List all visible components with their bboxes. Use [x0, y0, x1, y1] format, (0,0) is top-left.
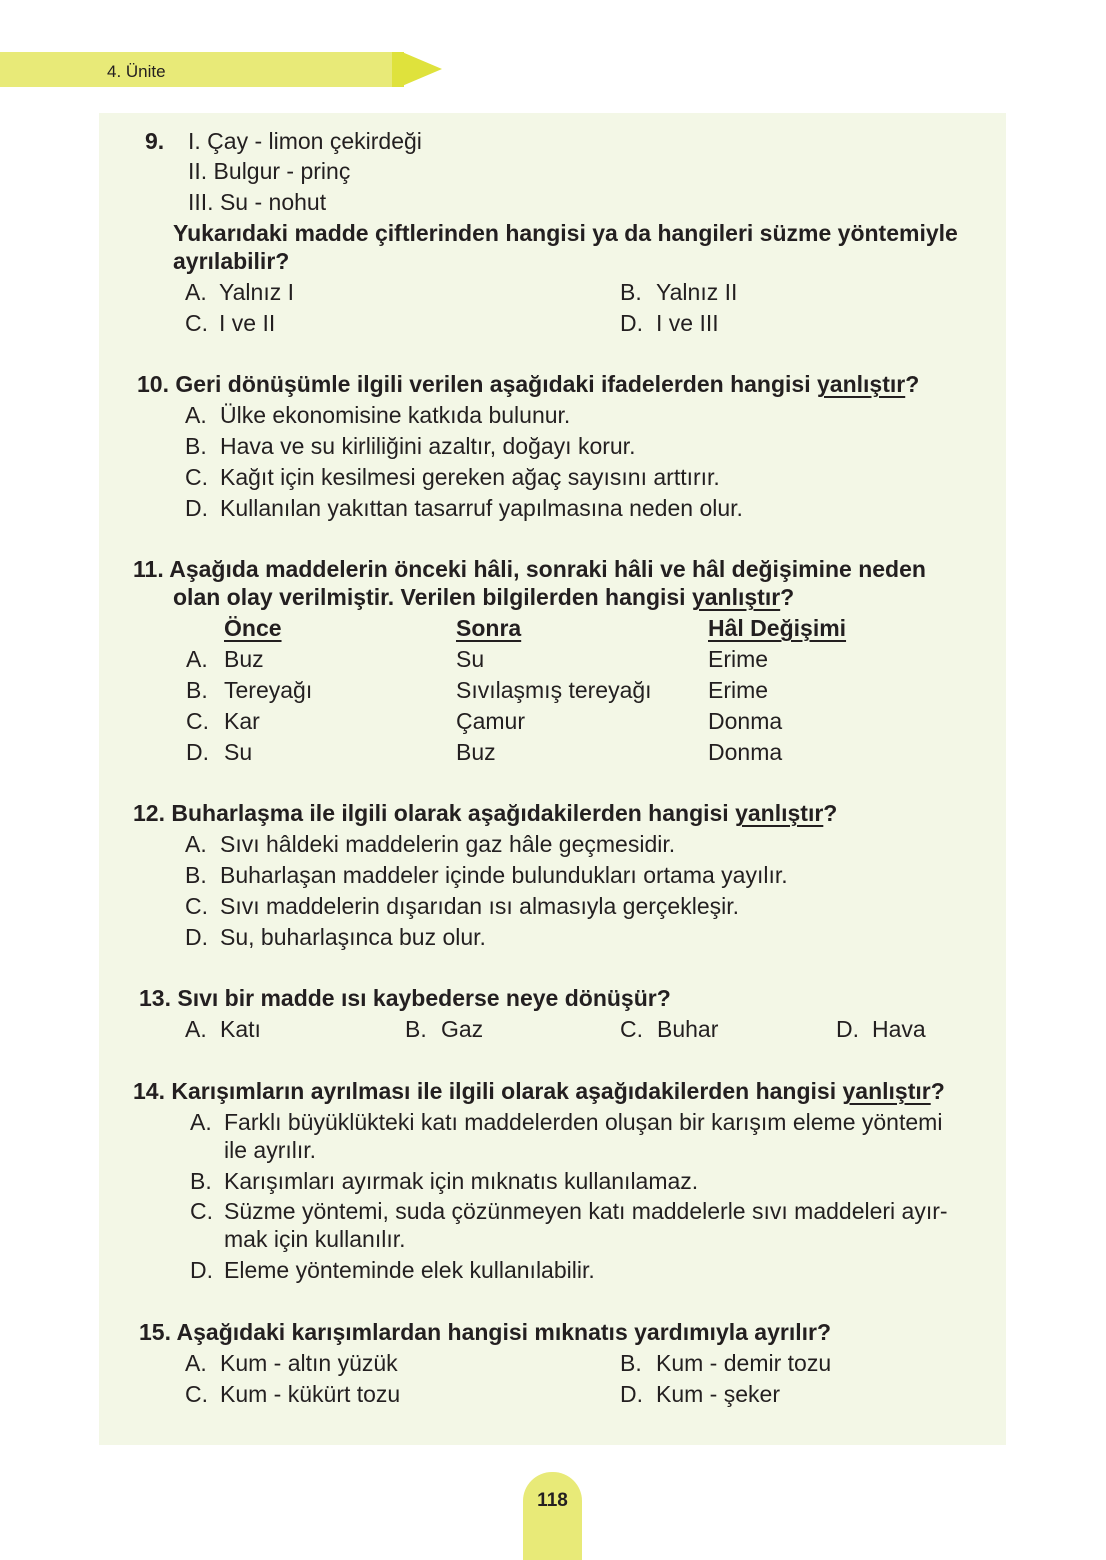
- cell: Su: [224, 739, 253, 765]
- option-letter: D.: [620, 310, 643, 336]
- question-text-main: 14. Karışımların ayrılması ile ilgili olarak aşağıdakilerden hangisi: [133, 1078, 843, 1104]
- option-b[interactable]: Karışımları ayırmak için mıknatıs kullanılamaz.: [224, 1168, 699, 1194]
- option-letter: A.: [185, 831, 207, 857]
- option-c[interactable]: Kum - kükürt tozu: [220, 1381, 401, 1407]
- option-d[interactable]: Eleme yönteminde elek kullanılabilir.: [224, 1257, 595, 1283]
- question-mark: ?: [930, 1078, 945, 1104]
- cell: Donma: [708, 739, 783, 765]
- emphasis-word: yanlıştır: [842, 1078, 931, 1104]
- cell: Su: [456, 646, 485, 672]
- question-text: [133, 1078, 945, 1104]
- option-letter: B.: [190, 1168, 212, 1194]
- option-c[interactable]: I ve II: [219, 310, 276, 336]
- option-letter: B.: [185, 862, 207, 888]
- cell: Erime: [708, 646, 769, 672]
- item: II. Bulgur - prinç: [188, 158, 351, 184]
- option-letter: D.: [190, 1257, 213, 1283]
- option-c-continued[interactable]: mak için kullanılır.: [224, 1226, 406, 1252]
- option-c[interactable]: Süzme yöntemi, suda çözünmeyen katı maddelerle sıvı maddeleri ayır-: [224, 1198, 948, 1224]
- question-text: 13. Sıvı bir madde ısı kaybederse neye dönüşür?: [139, 985, 671, 1011]
- option-a[interactable]: Katı: [220, 1016, 261, 1042]
- emphasis-word: yanlıştır: [735, 800, 824, 826]
- option-letter: A.: [185, 279, 207, 305]
- option-a[interactable]: Sıvı hâldeki maddelerin gaz hâle geçmesidir.: [220, 831, 676, 857]
- option-letter: C.: [185, 893, 208, 919]
- cell: Kar: [224, 708, 260, 734]
- option-a[interactable]: Kum - altın yüzük: [220, 1350, 398, 1376]
- cell: Sıvılaşmış tereyağı: [456, 677, 652, 703]
- column-header-once: Önce: [224, 615, 282, 641]
- column-header-hal-degisimi: Hâl Değişimi: [708, 615, 847, 641]
- page-number-tab: [523, 1472, 582, 1560]
- option-letter: C.: [185, 1381, 208, 1407]
- option-b[interactable]: Kum - demir tozu: [656, 1350, 832, 1376]
- page-number: 118: [537, 1490, 568, 1511]
- option-d[interactable]: Hava: [872, 1016, 926, 1042]
- option-letter: C.: [185, 464, 208, 490]
- unit-title: 4. Ünite: [107, 62, 166, 81]
- option-letter[interactable]: C.: [186, 708, 209, 734]
- item: III. Su - nohut: [188, 189, 327, 215]
- question-text: Yukarıdaki madde çiftlerinden hangisi ya da hangileri süzme yöntemiyle: [173, 220, 958, 246]
- cell: Çamur: [456, 708, 526, 734]
- option-letter: A.: [185, 1016, 207, 1042]
- option-b[interactable]: Buharlaşan maddeler içinde bulundukları ortama yayılır.: [220, 862, 788, 888]
- question-text: ayrılabilir?: [173, 248, 290, 274]
- option-c[interactable]: Sıvı maddelerin dışarıdan ısı almasıyla gerçekleşir.: [220, 893, 740, 919]
- option-a[interactable]: Farklı büyüklükteki katı maddelerden oluşan bir karışım eleme yöntemi: [224, 1109, 943, 1135]
- option-d[interactable]: Su, buharlaşınca buz olur.: [220, 924, 486, 950]
- emphasis-word: yanlıştır: [691, 584, 781, 610]
- question-text-main: olan olay verilmiştir. Verilen bilgilerden hangisi: [173, 584, 692, 610]
- question-mark: ?: [905, 371, 920, 397]
- cell: Tereyağı: [224, 677, 313, 703]
- option-a[interactable]: Yalnız I: [219, 279, 294, 305]
- option-b[interactable]: Hava ve su kirliliğini azaltır, doğayı korur.: [220, 433, 636, 459]
- option-letter: C.: [620, 1016, 643, 1042]
- option-d[interactable]: I ve III: [656, 310, 719, 336]
- option-letter: D.: [185, 495, 208, 521]
- option-letter[interactable]: D.: [186, 739, 209, 765]
- option-a[interactable]: Ülke ekonomisine katkıda bulunur.: [220, 402, 571, 428]
- question-text: [133, 800, 837, 826]
- question-text: 11. Aşağıda maddelerin önceki hâli, sonraki hâli ve hâl değişimine neden: [133, 556, 926, 582]
- option-letter: B.: [405, 1016, 427, 1042]
- option-letter: D.: [836, 1016, 859, 1042]
- option-c[interactable]: Kağıt için kesilmesi gereken ağaç sayısını arttırır.: [220, 464, 720, 490]
- cell: Buz: [224, 646, 264, 672]
- option-letter[interactable]: B.: [186, 677, 208, 703]
- option-d[interactable]: Kullanılan yakıttan tasarruf yapılmasına neden olur.: [220, 495, 743, 521]
- cell: Buz: [456, 739, 496, 765]
- question-mark: ?: [780, 584, 795, 610]
- option-letter: D.: [185, 924, 208, 950]
- item: I. Çay - limon çekirdeği: [188, 128, 422, 154]
- question-text-main: 10. Geri dönüşümle ilgili verilen aşağıdaki ifadelerden hangisi: [137, 371, 817, 397]
- option-letter: C.: [190, 1198, 213, 1224]
- option-letter: B.: [620, 279, 642, 305]
- option-b[interactable]: Gaz: [441, 1016, 484, 1042]
- option-letter: B.: [620, 1350, 642, 1376]
- emphasis-word: yanlıştır: [817, 371, 906, 397]
- option-a-continued[interactable]: ile ayrılır.: [224, 1137, 317, 1163]
- option-letter[interactable]: A.: [186, 646, 208, 672]
- option-letter: B.: [185, 433, 207, 459]
- option-letter: D.: [620, 1381, 643, 1407]
- column-header-sonra: Sonra: [456, 615, 522, 641]
- header-arrow-icon: [402, 52, 442, 86]
- option-letter: C.: [185, 310, 208, 336]
- option-b[interactable]: Yalnız II: [656, 279, 738, 305]
- option-letter: A.: [185, 1350, 207, 1376]
- question-mark: ?: [823, 800, 838, 826]
- option-c[interactable]: Buhar: [657, 1016, 719, 1042]
- option-letter: A.: [185, 402, 207, 428]
- question-text: [137, 371, 919, 397]
- question-text: [173, 584, 794, 610]
- question-number: 9.: [145, 128, 165, 154]
- question-text-main: 12. Buharlaşma ile ilgili olarak aşağıdakilerden hangisi: [133, 800, 736, 826]
- option-d[interactable]: Kum - şeker: [656, 1381, 780, 1407]
- cell: Erime: [708, 677, 769, 703]
- unit-header-band: [0, 52, 402, 87]
- cell: Donma: [708, 708, 783, 734]
- option-letter: A.: [190, 1109, 212, 1135]
- question-text: 15. Aşağıdaki karışımlardan hangisi mıknatıs yardımıyla ayrılır?: [139, 1319, 832, 1345]
